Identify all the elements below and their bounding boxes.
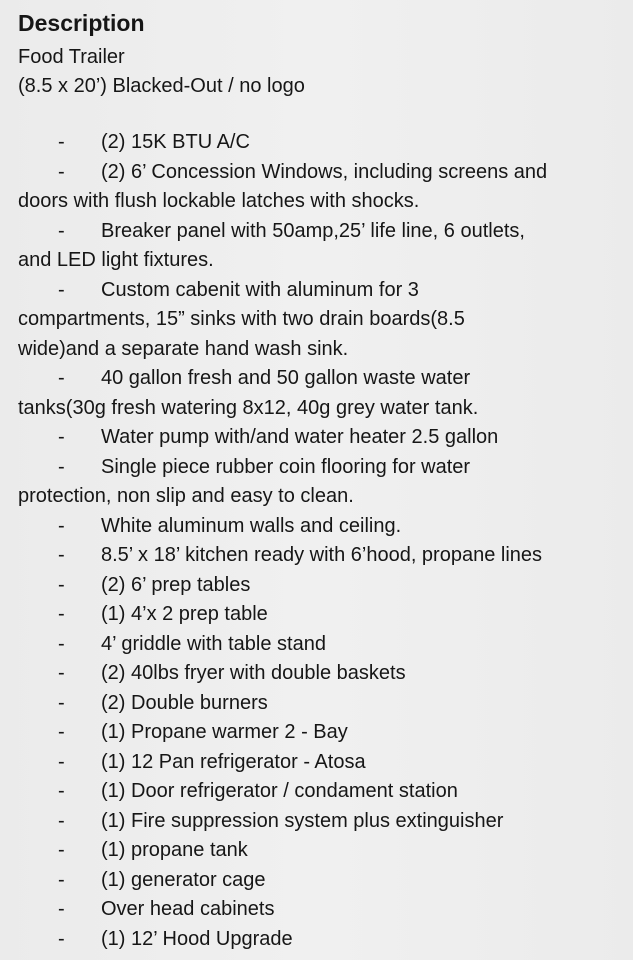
bullet-dash: - xyxy=(58,603,65,625)
list-item-text: (2) 6’ prep tables xyxy=(101,573,251,596)
list-item xyxy=(0,571,633,601)
bullet-dash: - xyxy=(58,367,65,389)
list-item-text: (1) Fire suppression system plus extinguisher xyxy=(101,809,504,832)
bullet-dash: - xyxy=(58,455,65,478)
list-item-text: (2) 15K BTU A/C xyxy=(101,131,250,153)
bullet-dash: - xyxy=(58,691,65,714)
list-item-text: 8.5’ x 18’ kitchen ready with 6’hood, propane lines xyxy=(101,544,543,566)
list-item-text: White aluminum walls and ceiling. xyxy=(101,514,402,537)
bullet-dash: - xyxy=(58,573,65,596)
list-item-text: (1) 4’x 2 prep table xyxy=(101,603,268,625)
list-item xyxy=(0,689,633,719)
list-item xyxy=(0,512,633,542)
bullet-dash: - xyxy=(58,927,65,950)
bullet-dash: - xyxy=(58,632,65,655)
list-item-text: Breaker panel with 50amp,25’ life line, 6 outlets, and LED light fixtures. xyxy=(18,219,525,271)
list-item xyxy=(0,217,633,276)
document-subtitle-size: (8.5 x 20’) Blacked-Out / no logo xyxy=(18,75,305,97)
list-item-text: (1) 12’ Hood Upgrade xyxy=(101,927,293,950)
list-item-text: Over head cabinets xyxy=(101,898,275,920)
list-item xyxy=(0,866,633,896)
list-item-text: 4’ griddle with table stand xyxy=(101,632,326,655)
list-item xyxy=(0,925,633,955)
bullet-dash: - xyxy=(58,662,65,684)
list-item xyxy=(0,453,633,512)
bullet-dash: - xyxy=(58,721,65,743)
list-item xyxy=(0,364,633,423)
list-item xyxy=(0,276,633,365)
list-item-text: (1) Door refrigerator / condament station xyxy=(101,780,458,802)
list-item xyxy=(0,777,633,807)
list-item-text: (2) Double burners xyxy=(101,691,268,714)
bullet-dash: - xyxy=(58,868,65,891)
list-item-text: (1) generator cage xyxy=(101,868,266,891)
list-item xyxy=(0,895,633,925)
bullet-dash: - xyxy=(58,160,65,183)
list-item xyxy=(0,718,633,748)
bullet-dash: - xyxy=(58,544,65,566)
bullet-dash: - xyxy=(58,780,65,802)
bullet-dash: - xyxy=(58,426,65,448)
list-item xyxy=(0,541,633,571)
bullet-dash: - xyxy=(58,278,65,301)
bullet-dash: - xyxy=(58,514,65,537)
list-item-text: (1) propane tank xyxy=(101,839,248,861)
document-subtitle-product: Food Trailer xyxy=(18,46,125,68)
list-item-text: (1) Propane warmer 2 - Bay xyxy=(101,721,348,743)
bullet-dash: - xyxy=(58,131,65,153)
list-item-text: 40 gallon fresh and 50 gallon waste water tanks(30g fresh watering 8x12, 40g grey water tank. xyxy=(18,367,479,419)
list-item xyxy=(0,423,633,453)
list-item-text: (2) 6’ Concession Windows, including screens and doors with flush lockable latches with shocks. xyxy=(18,160,548,212)
document-title: Description xyxy=(18,10,145,36)
list-item xyxy=(0,600,633,630)
bullet-dash: - xyxy=(58,219,65,242)
list-item-text: Water pump with/and water heater 2.5 gallon xyxy=(101,426,499,448)
list-item xyxy=(0,128,633,158)
bullet-dash: - xyxy=(58,898,65,920)
list-item-text: (2) 40lbs fryer with double baskets xyxy=(101,662,406,684)
list-item xyxy=(0,630,633,660)
bullet-dash: - xyxy=(58,839,65,861)
list-item xyxy=(0,659,633,689)
list-item xyxy=(0,836,633,866)
feature-list xyxy=(0,128,633,954)
bullet-dash: - xyxy=(58,750,65,773)
list-item xyxy=(0,748,633,778)
list-item-text: (1) 12 Pan refrigerator - Atosa xyxy=(101,750,366,773)
list-item xyxy=(0,158,633,217)
bullet-dash: - xyxy=(58,809,65,832)
list-item-text: Single piece rubber coin flooring for water protection, non slip and easy to clean. xyxy=(18,455,471,507)
list-item-text: Custom cabenit with aluminum for 3 compartments, 15” sinks with two drain boards(8.5 wide)and a separate hand wash sink. xyxy=(18,278,465,360)
list-item xyxy=(0,807,633,837)
